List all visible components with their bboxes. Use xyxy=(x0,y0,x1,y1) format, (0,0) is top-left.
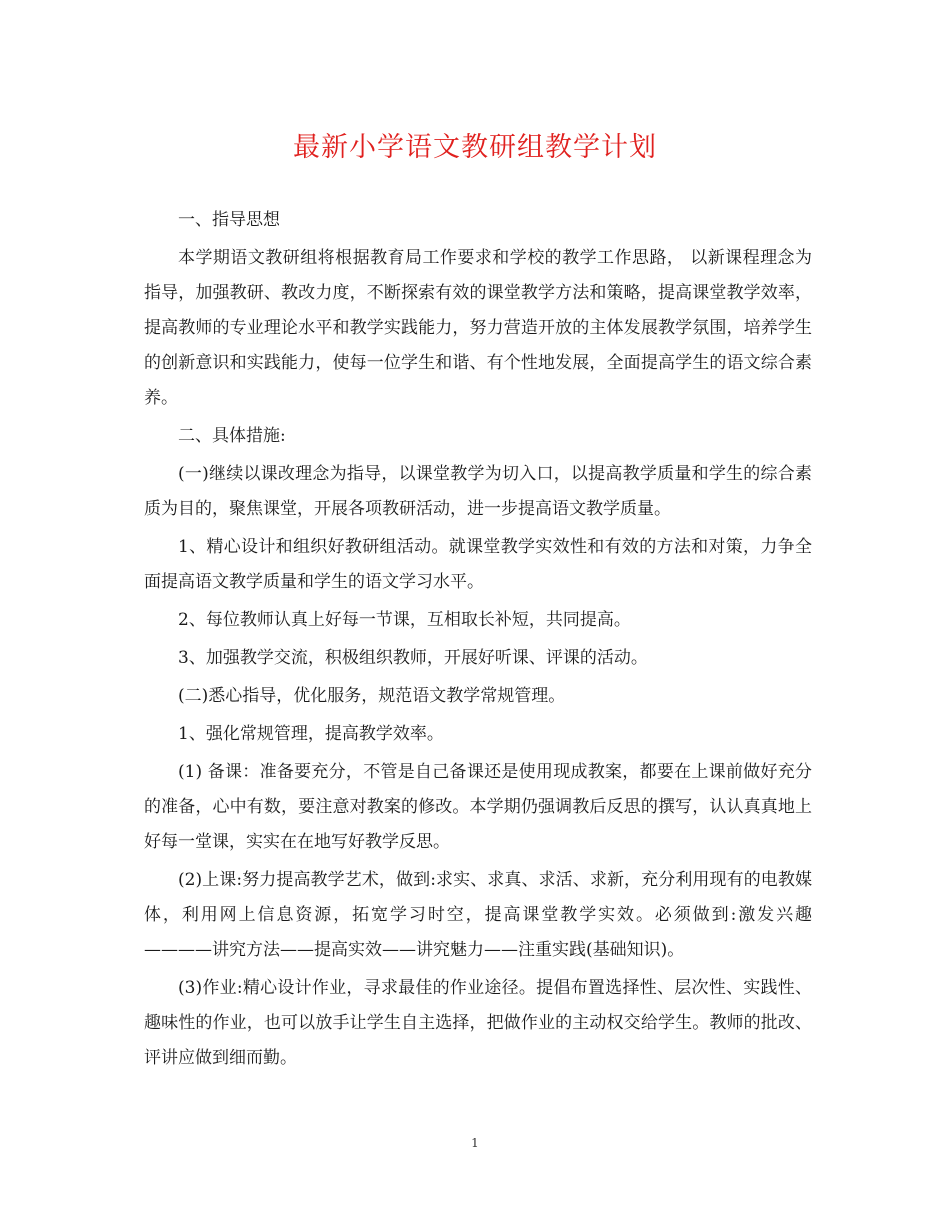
document-title: 最新小学语文教研组教学计划 xyxy=(293,132,657,163)
paragraph-measure-2: (二)悉心指导，优化服务，规范语文教学常规管理。 xyxy=(178,686,566,706)
paragraph-homework: (3)作业:精心设计作业，寻求最佳的作业途径。提倡布置选择性、层次性、实践性、趣味性的作业，也可以放手让学生自主选择，把做作业的主动权交给学生。教师的批改、评讲应做到细而勤。 xyxy=(144,978,812,1068)
paragraph-item-3: 3、加强教学交流，积极组织教师，开展好听课、评课的活动。 xyxy=(178,648,648,668)
heading-guiding-ideology: 一、指导思想 xyxy=(178,210,280,230)
heading-specific-measures: 二、具体措施: xyxy=(178,426,286,446)
paragraph-item-2: 2、每位教师认真上好每一节课，互相取长补短，共同提高。 xyxy=(178,610,631,630)
paragraph-item-1: 1、精心设计和组织好教研组活动。就课堂教学实效性和有效的方法和对策，力争全面提高语文教学质量和学生的语文学习水平。 xyxy=(144,537,812,592)
paragraph-guiding-ideology: 本学期语文教研组将根据教育局工作要求和学校的教学工作思路， 以新课程理念为指导，加强教研、教改力度，不断探索有效的课堂教学方法和策略，提高课堂教学效率，提高教师的专业理论水平和教学实践能力，努力营造开放的主体发展教学氛围，培养学生的创新意识和实践能力，使每一位学生和谐、有个性地发展，全面提高学生的语文综合素养。 xyxy=(144,248,812,408)
document-body xyxy=(144,203,812,1079)
paragraph-class-teaching: (2)上课:努力提高教学艺术，做到:求实、求真、求活、求新，充分利用现有的电教媒体，利用网上信息资源，拓宽学习时空，提高课堂教学实效。必须做到:激发兴趣————讲究方法——提高实效——讲究魅力——注重实践(基础知识)。 xyxy=(144,870,812,960)
paragraph-measure-1: (一)继续以课改理念为指导，以课堂教学为切入口，以提高教学质量和学生的综合素质为目的，聚焦课堂，开展各项教研活动，进一步提高语文教学质量。 xyxy=(144,464,812,519)
paragraph-lesson-prep: (1) 备课：准备要充分，不管是自己备课还是使用现成教案，都要在上课前做好充分的准备，心中有数，要注意对教案的修改。本学期仍强调教后反思的撰写，认认真真地上好每一堂课，实实在在地写好教学反思。 xyxy=(144,762,812,852)
paragraph-subitem-1: 1、强化常规管理，提高教学效率。 xyxy=(178,724,444,744)
page-number: 1 xyxy=(471,1136,479,1150)
